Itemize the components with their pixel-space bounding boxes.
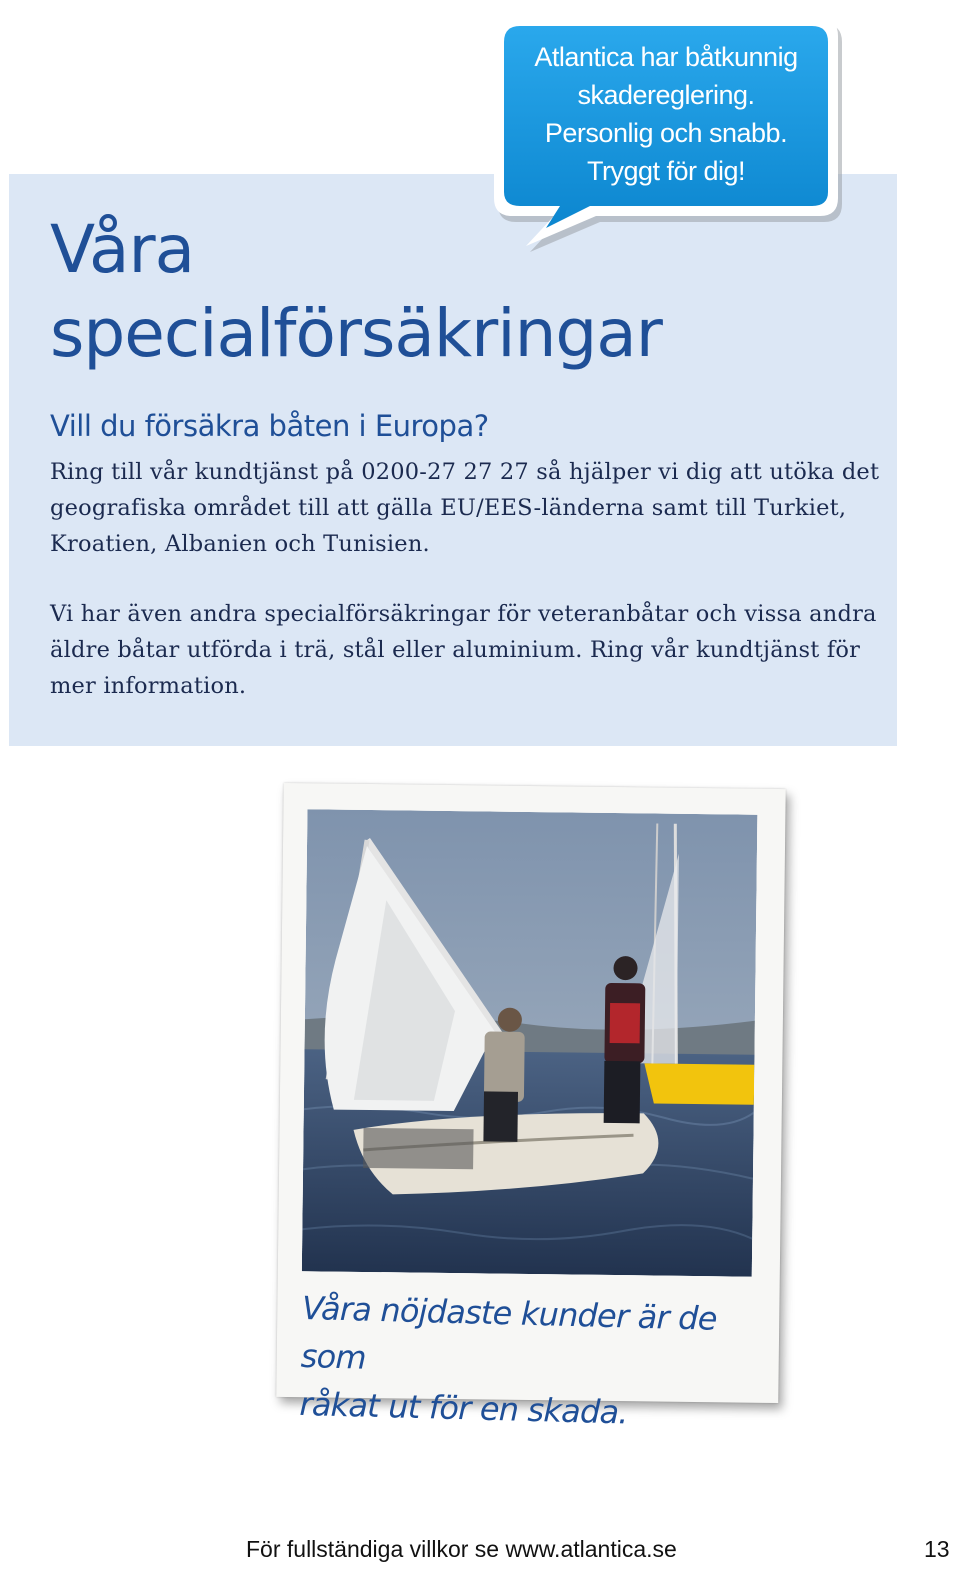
photo-caption [299, 1284, 773, 1440]
caption-line1: Våra nöjdaste kunder är de som [300, 1288, 718, 1377]
page-number: 13 [924, 1536, 950, 1562]
bubble-line: Tryggt för dig! [586, 156, 746, 186]
sailboat-photo [302, 809, 758, 1276]
page-title-line2: specialförsäkringar [50, 295, 662, 372]
bubble-line: Atlantica har båtkunnig [534, 42, 798, 72]
footer-website-link[interactable]: För fullständiga villkor se www.atlantica.se [246, 1536, 677, 1562]
sailboat-illustration [302, 809, 758, 1276]
page-title [50, 208, 662, 376]
page-title-line1: Våra [50, 211, 195, 288]
paragraph-europe: Ring till vår kundtjänst på 0200-27 27 27 så hjälper vi dig att utöka det geografiska området till att gälla EU/EES-länderna samt till Turkiet, Kroatien, Albanien och Tunisien. [50, 459, 880, 557]
bubble-line: Personlig och snabb. [544, 118, 788, 148]
polaroid-photo [276, 783, 785, 1432]
paragraph-special: Vi har även andra specialförsäkringar för veteranbåtar och vissa andra äldre båtar utförda i trä, stål eller aluminium. Ring vår kundtjänst för mer information. [50, 601, 877, 699]
speech-bubble-text [516, 38, 816, 190]
caption-line2: råkat ut för en skada. [299, 1384, 629, 1432]
bubble-line: skadereglering. [577, 80, 755, 110]
subheading: Vill du försäkra båten i Europa? [50, 409, 489, 443]
